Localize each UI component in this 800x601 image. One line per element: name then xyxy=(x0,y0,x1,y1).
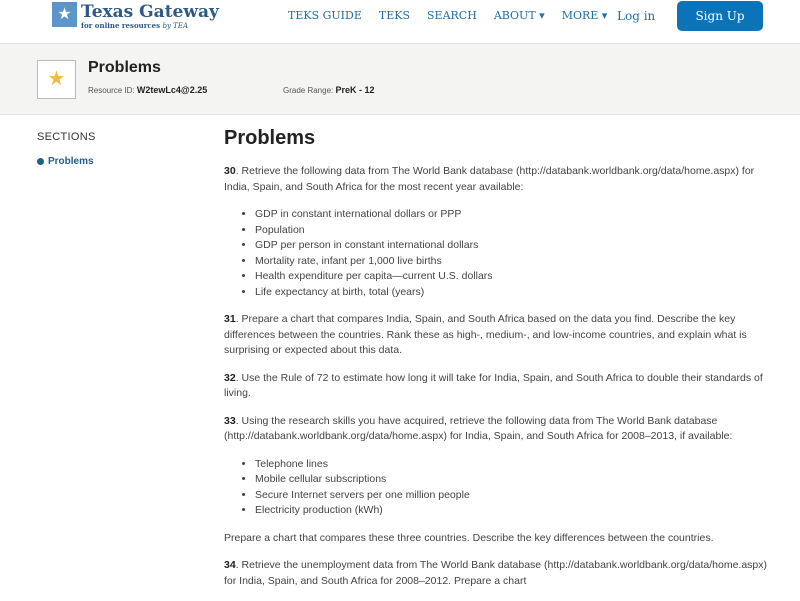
login-link[interactable]: Log in xyxy=(617,9,656,23)
nav-teks[interactable]: TEKS xyxy=(378,9,410,22)
bullet-icon xyxy=(37,158,44,165)
sidebar-item-label: Problems xyxy=(48,156,94,167)
list-item: • GDP in constant international dollars or PPP xyxy=(255,207,769,223)
nav-teks-guide[interactable]: TEKS GUIDE xyxy=(288,9,362,22)
list-item: • Life expectancy at birth, total (years) xyxy=(255,285,769,301)
list-item: • Secure Internet servers per one million people xyxy=(255,488,769,504)
page-title: Problems xyxy=(224,127,316,149)
nav-more-dropdown[interactable]: MORE ▾ xyxy=(561,9,608,22)
resource-title: Problems xyxy=(88,59,161,76)
sign-up-button[interactable]: Sign Up xyxy=(677,1,763,31)
problem-33: 33. Using the research skills you have acquired, retrieve the following data from The World Bank database (http://databank.worldbank.org/data/home.aspx) for India, Spain, and South Africa for 2008–2013, if available: xyxy=(224,414,733,442)
texas-gateway-logo[interactable] xyxy=(38,2,219,30)
problem-32: 32. Use the Rule of 72 to estimate how long it will take for India, Spain, and South Africa to double their standards of living. xyxy=(224,371,763,399)
list-item: • Health expenditure per capita—current U.S. dollars xyxy=(255,269,769,285)
data-list-33 xyxy=(255,457,769,519)
list-item: • Telephone lines xyxy=(255,457,769,473)
logo-subtitle: for online resources by TEA xyxy=(81,21,188,30)
list-item: • Mortality rate, infant per 1,000 live births xyxy=(255,254,769,270)
problem-30: 30. Retrieve the following data from The World Bank database (http://databank.worldbank.org/data/home.aspx) for India, Spain, and South Africa for the most recent year available: xyxy=(224,165,755,193)
site-header xyxy=(0,0,800,44)
resource-id: Resource ID: W2tewLc4@2.25 xyxy=(88,85,208,95)
resource-header xyxy=(0,44,800,115)
data-list-30 xyxy=(255,207,769,300)
sidebar-item-problems[interactable] xyxy=(37,156,94,167)
logo-title: Texas Gateway xyxy=(81,2,219,22)
favorite-star-icon[interactable]: ★ xyxy=(37,60,76,99)
nav-about-dropdown[interactable]: ABOUT ▾ xyxy=(493,9,545,22)
list-item: • Electricity production (kWh) xyxy=(255,503,769,519)
star-logo-icon: ★ xyxy=(52,2,77,27)
nav-search[interactable]: SEARCH xyxy=(427,9,477,22)
main-content xyxy=(224,126,769,601)
list-item: • Population xyxy=(255,223,769,239)
main-nav xyxy=(288,9,607,22)
problem-33-followup: Prepare a chart that compares these three countries. Describe the key differences between the countries. xyxy=(224,531,714,544)
sections-heading: SECTIONS xyxy=(37,131,96,143)
grade-range: Grade Range: PreK - 12 xyxy=(283,85,375,95)
problem-31: 31. Prepare a chart that compares India, Spain, and South Africa based on the data you find. Describe the key differences between the countries. Rank these as high-, medium-, and low-income countries, and explain what is surprising or expected about this data. xyxy=(224,313,747,356)
problem-34: 34. Retrieve the unemployment data from The World Bank database (http://databank.worldbank.org/data/home.aspx) for India, Spain, and South Africa for 2008–2012. Prepare a chart xyxy=(224,559,768,587)
list-item: • Mobile cellular subscriptions xyxy=(255,472,769,488)
list-item: • GDP per person in constant international dollars xyxy=(255,238,769,254)
